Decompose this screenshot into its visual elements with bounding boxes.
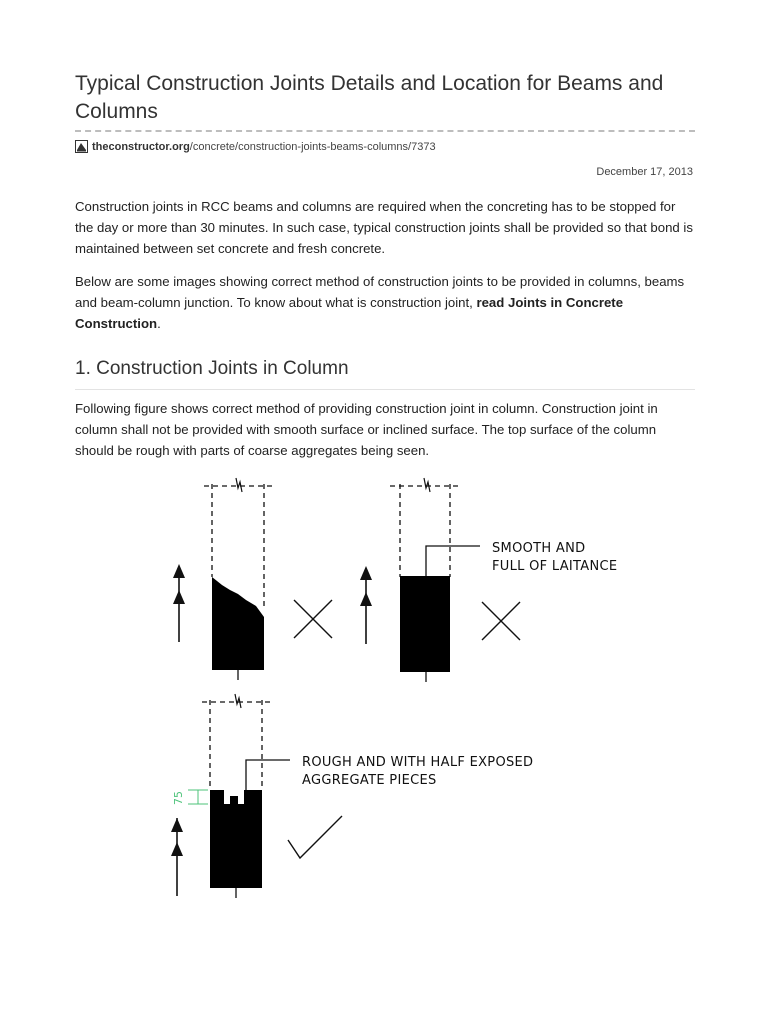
smooth-label-line-1: SMOOTH AND xyxy=(492,541,586,556)
upward-arrow-icon xyxy=(360,566,372,644)
rough-joint-column xyxy=(202,694,290,898)
dimension-marker xyxy=(172,790,208,805)
source-domain-link[interactable]: theconstructor.org xyxy=(92,140,190,153)
intro-paragraph-2-end: . xyxy=(157,316,161,331)
section-divider xyxy=(75,389,695,390)
smooth-label-line-2: FULL OF LAITANCE xyxy=(492,559,618,574)
cross-mark-icon xyxy=(482,602,520,640)
source-line xyxy=(75,140,436,153)
title-divider xyxy=(75,130,695,132)
article-title: Typical Construction Joints Details and Location for Beams and Columns xyxy=(75,72,664,123)
rough-label-line-2: AGGREGATE PIECES xyxy=(302,773,437,788)
checkmark-icon xyxy=(288,816,342,858)
upward-arrow-icon xyxy=(173,564,185,642)
article-date: December 17, 2013 xyxy=(596,166,693,178)
intro-paragraph-2 xyxy=(75,271,697,334)
section-1-paragraph: Following figure shows correct method of providing construction joint in column. Construction joint in column shall not be provided with smooth surface or inclined surface. The top surface of the column should be rough with parts of coarse aggregates being seen. xyxy=(75,401,658,458)
inclined-joint-column xyxy=(204,478,272,680)
section-heading-column-joints: 1. Construction Joints in Column xyxy=(75,358,349,379)
column-joint-figure xyxy=(160,472,618,912)
intro-paragraph-1: Construction joints in RCC beams and columns are required when the concreting has to be stopped for the day or more than 30 minutes. In such case, typical construction joints shall be provided so that bond is maintained between set concrete and fresh concrete. xyxy=(75,199,693,256)
cross-mark-icon xyxy=(294,600,332,638)
joints-in-concrete-link[interactable]: read Joints in Concrete Construction xyxy=(75,295,624,331)
upward-arrow-icon xyxy=(171,818,183,896)
smooth-joint-column xyxy=(390,478,480,682)
rough-label-line-1: ROUGH AND WITH HALF EXPOSED xyxy=(302,755,534,770)
dimension-75-label: 75 xyxy=(172,791,185,805)
intro-paragraph-2-text: Below are some images showing correct method of construction joints to be provided in columns, beams and beam-column junction. To know about what is construction joint, xyxy=(75,274,685,310)
site-logo-icon xyxy=(75,140,88,153)
source-path-link[interactable]: /concrete/construction-joints-beams-columns/7373 xyxy=(189,140,436,153)
